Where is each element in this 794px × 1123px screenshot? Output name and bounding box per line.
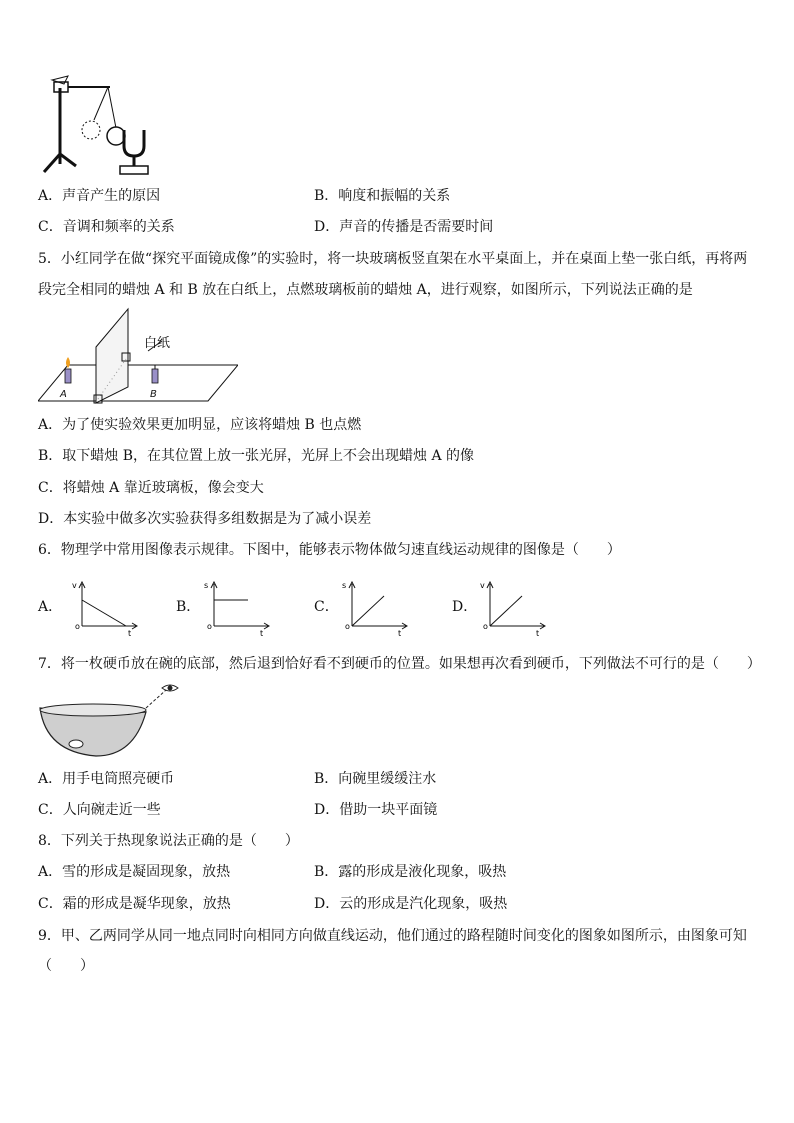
svg-text:o: o	[75, 622, 80, 631]
q4-option-b[interactable]: B．响度和振幅的关系	[314, 188, 451, 204]
q4-option-d[interactable]: D．声音的传播是否需要时间	[314, 219, 494, 235]
svg-text:o: o	[207, 622, 212, 631]
q8-stem: 8．下列关于热现象说法正确的是（ ）	[38, 833, 299, 849]
svg-text:s: s	[204, 581, 209, 590]
q7-option-b[interactable]: B．向碗里缓缓注水	[314, 771, 437, 787]
q4-option-c[interactable]: C．音调和频率的关系	[38, 219, 175, 235]
q6-graph-a[interactable]	[70, 580, 140, 638]
q8-option-a[interactable]: A．雪的形成是凝固现象，放热	[38, 864, 231, 880]
svg-text:v: v	[480, 581, 485, 590]
q7-option-c[interactable]: C．人向碗走近一些	[38, 802, 161, 818]
bowl-coin-figure	[38, 678, 188, 762]
svg-text:t: t	[536, 629, 540, 638]
q5-option-a[interactable]: A．为了使实验效果更加明显，应该将蜡烛 B 也点燃	[38, 417, 362, 433]
q5-option-b[interactable]: B．取下蜡烛 B，在其位置上放一张光屏，光屏上不会出现蜡烛 A 的像	[38, 448, 475, 464]
q8-option-b[interactable]: B．露的形成是液化现象，吸热	[314, 864, 507, 880]
svg-text:t: t	[398, 629, 402, 638]
q5-stem-line1: 5．小红同学在做“探究平面镜成像”的实验时，将一块玻璃板竖直架在水平桌面上，并在桌面上垫一张白纸，再将两	[38, 251, 748, 267]
q6-graph-c[interactable]	[340, 580, 410, 638]
q6-stem: 6．物理学中常用图像表示规律。下图中，能够表示物体做匀速直线运动规律的图像是（ ）	[38, 542, 621, 558]
svg-text:t: t	[260, 629, 264, 638]
q6-option-c-label[interactable]: C．	[314, 599, 339, 615]
candle-a-label: A	[60, 389, 67, 400]
q8-option-d[interactable]: D．云的形成是汽化现象，吸热	[314, 896, 508, 912]
q6-option-b-label[interactable]: B．	[176, 599, 201, 615]
white-paper-label: 白纸	[144, 336, 171, 351]
svg-text:t: t	[128, 629, 132, 638]
svg-text:s: s	[342, 581, 347, 590]
q8-option-c[interactable]: C．霜的形成是凝华现象，放热	[38, 896, 231, 912]
q9-stem-line1: 9．甲、乙两同学从同一地点同时向相同方向做直线运动，他们通过的路程随时间变化的图象如图所示，由图象可知	[38, 928, 747, 944]
q5-option-c[interactable]: C．将蜡烛 A 靠近玻璃板，像会变大	[38, 480, 264, 496]
mirror-experiment-figure	[38, 307, 238, 405]
svg-text:v: v	[72, 581, 77, 590]
q6-graph-b[interactable]	[202, 580, 272, 638]
q9-stem-line2: （ ）	[38, 958, 94, 974]
svg-text:o: o	[483, 622, 488, 631]
q7-stem: 7．将一枚硬币放在碗的底部，然后退到恰好看不到硬币的位置。如果想再次看到硬币，下列做法不可行的是（ ）	[38, 656, 761, 672]
q5-stem-line2: 段完全相同的蜡烛 A 和 B 放在白纸上，点燃玻璃板前的蜡烛 A，进行观察，如图所示，下列说法正确的是	[38, 282, 693, 298]
q7-option-a[interactable]: A．用手电筒照亮硬币	[38, 771, 175, 787]
q4-option-a[interactable]: A．声音产生的原因	[38, 188, 161, 204]
svg-text:o: o	[345, 622, 350, 631]
q6-option-a-label[interactable]: A．	[38, 599, 63, 615]
q7-option-d[interactable]: D．借助一块平面镜	[314, 802, 438, 818]
q5-option-d[interactable]: D．本实验中做多次实验获得多组数据是为了减小误差	[38, 511, 372, 527]
q6-option-d-label[interactable]: D．	[452, 599, 478, 615]
q6-graph-d[interactable]	[478, 580, 548, 638]
candle-b-label: B	[150, 389, 157, 400]
tuning-fork-figure	[38, 74, 158, 179]
